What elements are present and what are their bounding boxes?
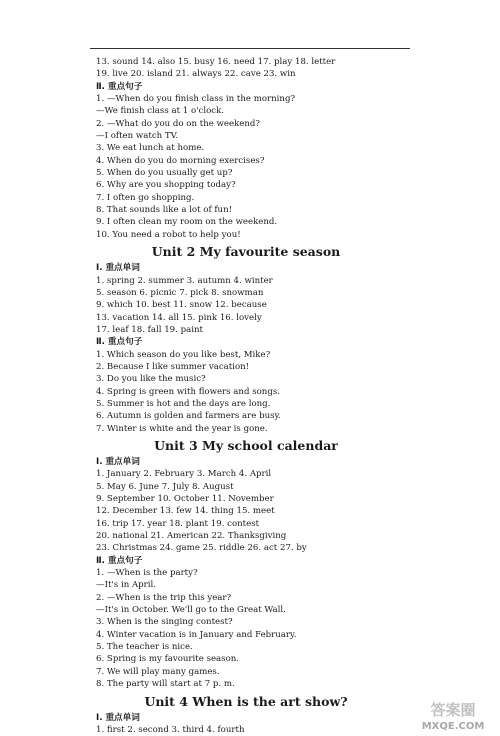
- text-line: 3. When is the singing contest?: [96, 617, 233, 628]
- unit-heading: Unit 2 My favourite season: [151, 244, 341, 260]
- watermark-domain: MXQE.COM: [421, 721, 485, 732]
- answer-key-page: [96, 56, 416, 736]
- text-line: 5. The teacher is nice.: [96, 642, 193, 653]
- text-line: 1. Which season do you like best, Mike?: [96, 349, 271, 360]
- text-line: 2. —What do you do on the weekend?: [96, 118, 261, 129]
- text-line: 6. Spring is my favourite season.: [96, 654, 240, 665]
- text-line: 16. trip 17. year 18. plant 19. contest: [96, 518, 260, 529]
- unit-heading: Unit 4 When is the art show?: [144, 693, 348, 709]
- text-line: 1. spring 2. summer 3. autumn 4. winter: [96, 275, 273, 286]
- text-line: 7. We will play many games.: [96, 666, 220, 677]
- text-line: 13. sound 14. also 15. busy 16. need 17. play 18. letter: [96, 57, 336, 67]
- text-line: —I often watch TV.: [96, 131, 179, 142]
- text-line: 12. December 13. few 14. thing 15. meet: [96, 506, 275, 517]
- section-heading: Ⅱ. 重点句子: [96, 337, 143, 348]
- text-line: 3. We eat lunch at home.: [96, 143, 205, 154]
- text-line: 4. Winter vacation is in January and February.: [96, 629, 297, 640]
- text-line: 4. Spring is green with flowers and songs.: [96, 386, 280, 397]
- section-heading: Ⅱ. 重点句子: [96, 555, 143, 566]
- text-line: 23. Christmas 24. game 25. riddle 26. act 27. by: [96, 543, 307, 554]
- top-rule: [90, 48, 410, 49]
- text-line: 13. vacation 14. all 15. pink 16. lovely: [96, 312, 262, 323]
- text-line: 5. season 6. picnic 7. pick 8. snowman: [96, 287, 264, 298]
- section-heading: Ⅰ. 重点单词: [96, 263, 140, 274]
- watermark-logo: [412, 698, 494, 732]
- text-line: —It's in April.: [96, 580, 157, 591]
- text-line: 7. I often go shopping.: [96, 192, 195, 203]
- text-line: 9. September 10. October 11. November: [96, 494, 274, 504]
- section-heading: Ⅰ. 重点单词: [96, 456, 140, 467]
- text-line: 1. first 2. second 3. third 4. fourth: [96, 724, 245, 735]
- text-line: —We finish class at 1 o'clock.: [96, 106, 225, 117]
- text-line: 20. national 21. American 22. Thanksgiving: [96, 531, 287, 542]
- text-line: 1. —When do you finish class in the morning?: [96, 94, 296, 105]
- text-line: 5. When do you usually get up?: [96, 168, 233, 179]
- text-line: 3. Do you like the music?: [96, 374, 206, 385]
- section-heading: Ⅰ. 重点单词: [96, 712, 140, 723]
- section-heading: Ⅱ. 重点句子: [96, 81, 143, 92]
- text-line: 1. —When is the party?: [96, 568, 198, 579]
- text-line: 1. January 2. February 3. March 4. April: [96, 469, 272, 480]
- text-line: 4. When do you do morning exercises?: [96, 155, 265, 166]
- text-line: 7. Winter is white and the year is gone.: [96, 423, 268, 434]
- text-line: 9. I often clean my room on the weekend.: [96, 217, 278, 228]
- text-line: 8. The party will start at 7 p. m.: [96, 679, 235, 690]
- text-line: 6. Autumn is golden and farmers are busy.: [96, 411, 281, 422]
- text-line: 17. leaf 18. fall 19. paint: [96, 324, 203, 335]
- text-line: 2. Because I like summer vacation!: [96, 361, 250, 372]
- unit-heading: Unit 3 My school calendar: [154, 437, 338, 453]
- text-line: 9. which 10. best 11. snow 12. because: [96, 300, 267, 311]
- text-line: 5. Summer is hot and the days are long.: [96, 398, 271, 409]
- text-line: —It's in October. We'll go to the Great Wall.: [96, 605, 286, 616]
- text-line: 19. live 20. island 21. always 22. cave 23. win: [96, 69, 296, 80]
- text-line: 8. That sounds like a lot of fun!: [96, 205, 233, 216]
- text-line: 6. Why are you shopping today?: [96, 180, 236, 191]
- text-line: 10. You need a robot to help you!: [96, 229, 241, 240]
- text-line: 2. —When is the trip this year?: [96, 592, 232, 603]
- text-line: 5. May 6. June 7. July 8. August: [96, 481, 234, 492]
- watermark-chinese: 答案圈: [430, 701, 476, 719]
